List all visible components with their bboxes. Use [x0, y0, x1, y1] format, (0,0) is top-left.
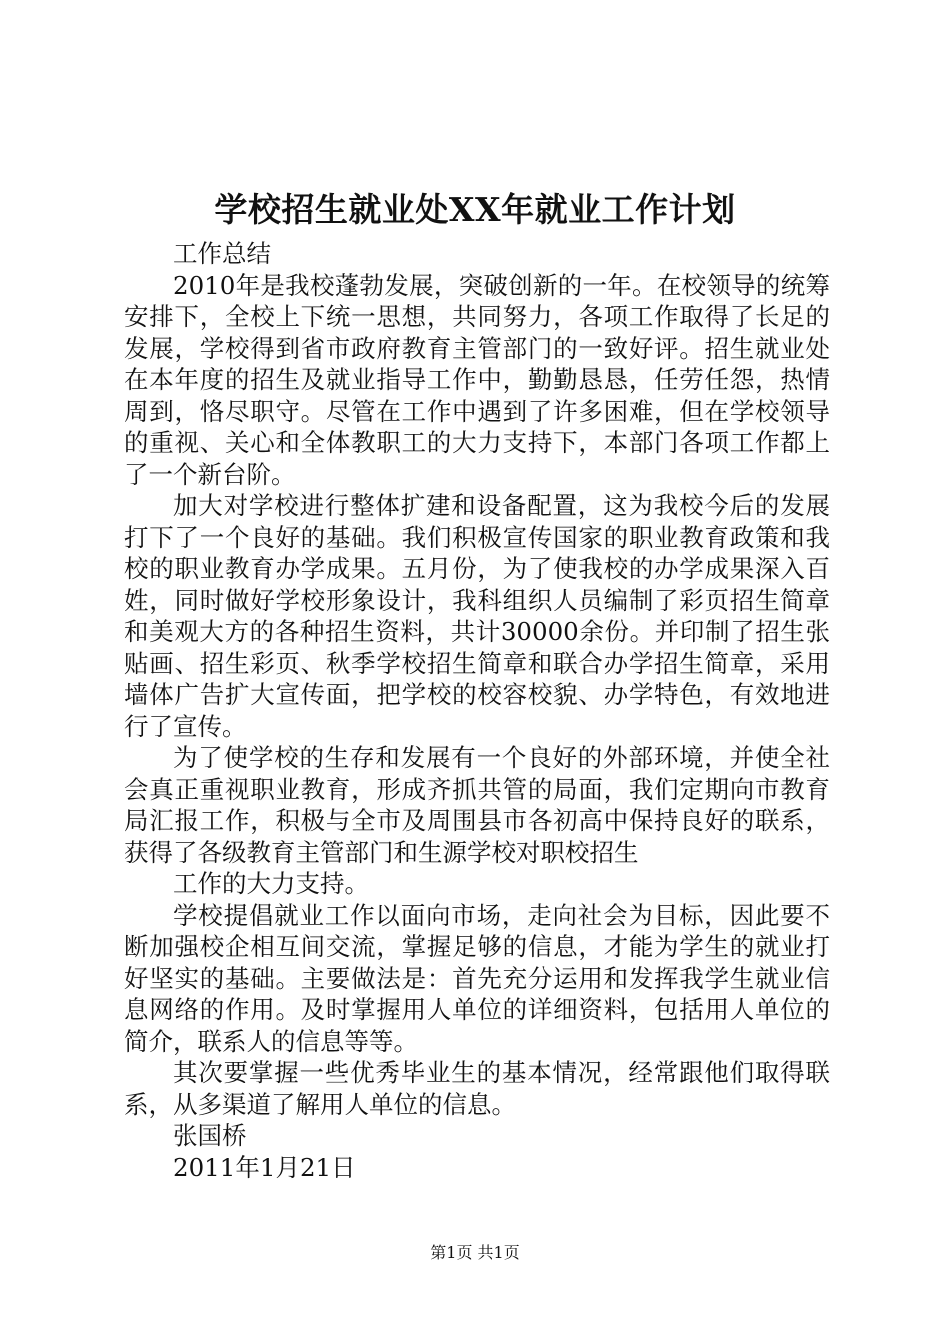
paragraph: 加大对学校进行整体扩建和设备配置，这为我校今后的发展打下了一个良好的基础。我们积极宣传国家的职业教育政策和我校的职业教育办学成果。五月份，为了使我校的办学成果深入百姓，同时做好学校形象设计，我科组织人员编制了彩页招生简章和美观大方的各种招生资料，共计30000余份。并印制了招生张贴画、招生彩页、秋季学校招生简章和联合办学招生简章，采用墙体广告扩大宣传面，把学校的校容校貌、办学特色，有效地进行了宣传。 — [124, 491, 830, 741]
page-number: 第1页 共1页 — [430, 1243, 520, 1262]
paragraph: 其次要掌握一些优秀毕业生的基本情况，经常跟他们取得联系，从多渠道了解用人单位的信息。 — [124, 1058, 830, 1119]
paragraph: 工作的大力支持。 — [173, 869, 369, 898]
paragraph: 2010年是我校蓬勃发展，突破创新的一年。在校领导的统筹安排下，全校上下统一思想，共同努力，各项工作取得了长足的发展，学校得到省市政府教育主管部门的一致好评。招生就业处在本年度的招生及就业指导工作中，勤勤恳恳，任劳任怨，热情周到，恪尽职守。尽管在工作中遇到了许多困难，但在学校领导的重视、关心和全体教职工的大力支持下，本部门各项工作都上了一个新台阶。 — [124, 270, 830, 489]
document-date: 2011年1月21日 — [173, 1152, 356, 1182]
document-body — [124, 238, 830, 1183]
author-signature: 张国桥 — [173, 1121, 247, 1150]
document-title: 学校招生就业处XX年就业工作计划 — [214, 190, 736, 229]
paragraph: 学校提倡就业工作以面向市场，走向社会为目标，因此要不断加强校企相互间交流，掌握足够的信息，才能为学生的就业打好坚实的基础。主要做法是：首先充分运用和发挥我学生就业信息网络的作用。及时掌握用人单位的详细资料，包括用人单位的简介，联系人的信息等等。 — [124, 900, 830, 1056]
section-heading: 工作总结 — [173, 239, 271, 268]
paragraph: 为了使学校的生存和发展有一个良好的外部环境，并使全社会真正重视职业教育，形成齐抓共管的局面，我们定期向市教育局汇报工作，积极与全市及周围县市各初高中保持良好的联系，获得了各级教育主管部门和生源学校对职校招生 — [124, 743, 830, 867]
